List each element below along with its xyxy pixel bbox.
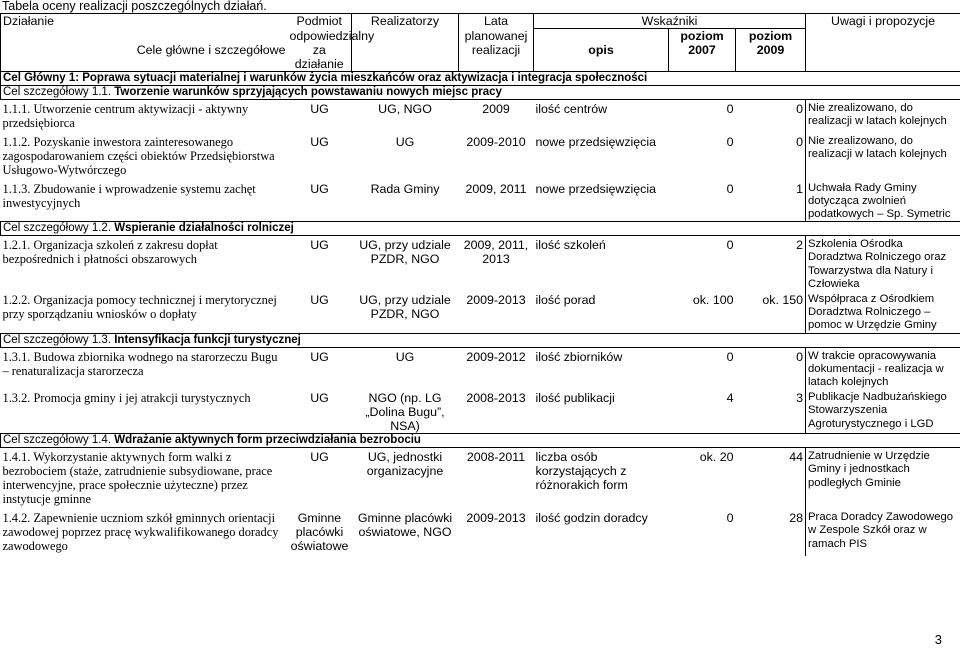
podmiot-cell: UG: [310, 238, 329, 253]
uwagi-cell: Publikacje Nadbużańskiego Stowarzyszenia Agroturystycznego i LGD: [808, 391, 947, 430]
realizatorzy-cell: Rada Gminy: [370, 181, 440, 196]
podmiot-cell: Gminne placówki oświatowe: [290, 511, 349, 554]
podmiot-cell: UG: [310, 450, 329, 465]
action-name: 1.1.1. Utworzenie centrum aktywizacji - aktywny przedsiębiorca: [2, 101, 249, 130]
action-name: 1.4.2. Zapewnienie uczniom szkół gminnych orientacji zawodowej poprzez pracę wykwalifikowanego doradcy zawodowego: [2, 511, 279, 554]
header-poziom-2007: poziom: [680, 29, 724, 43]
poziom-2007-cell: 0: [726, 349, 734, 364]
podmiot-cell: UG: [310, 349, 329, 364]
header-podmiot: Podmiot: [288, 14, 352, 29]
poziom-2007-cell: ok. 100: [692, 292, 734, 307]
header-poziom-2009: poziom: [748, 29, 793, 43]
opis-cell: ilość publikacji: [535, 391, 615, 406]
table-row: [1, 509, 960, 556]
section-header: [1, 85, 960, 99]
table-row: [1, 291, 960, 333]
table-row: [1, 389, 960, 434]
table-row: [1, 133, 960, 180]
table-caption: Tabela oceny realizacji poszczególnych działań.: [2, 0, 267, 13]
action-name: 1.4.1. Wykorzystanie aktywnych form walki z bezrobociem (staże, zatrudnienie subsydiowane, prace interwencyjne, prace społecznie użyteczne) przez instytucje gminne: [2, 450, 273, 507]
section-title: Wdrażanie aktywnych form przeciwdziałania bezrobociu: [114, 434, 421, 447]
lata-cell: 2009-2010: [466, 134, 526, 149]
table-header: [1, 14, 960, 72]
evaluation-table: [0, 13, 960, 556]
table-row: [1, 236, 960, 291]
poziom-2007-cell: 0: [726, 238, 734, 253]
realizatorzy-cell: UG: [395, 349, 415, 364]
action-name: 1.3.2. Promocja gminy i jej atrakcji turystycznych: [2, 391, 251, 406]
uwagi-cell: Praca Doradcy Zawodowego w Zespole Szkół oraz w ramach PIS: [808, 511, 954, 550]
uwagi-cell: Współpraca z Ośrodkiem Doradztwa Rolniczego – pomoc w Urzędzie Gminy: [808, 292, 937, 332]
uwagi-cell: Nie zrealizowano, do realizacji w latach kolejnych: [808, 101, 947, 127]
action-name: 1.2.1. Organizacja szkoleń z zakresu dopłat bezpośrednich i płatności obszarowych: [2, 238, 218, 267]
opis-cell: nowe przedsięwzięcia: [535, 134, 657, 149]
realizatorzy-cell: UG, przy udziale PZDR, NGO: [359, 292, 451, 321]
podmiot-cell: UG: [310, 134, 329, 149]
lata-cell: 2009-2013: [466, 511, 526, 526]
lata-cell: 2009: [482, 101, 510, 116]
opis-cell: liczba osób korzystających z różnorakich form: [535, 450, 628, 493]
uwagi-cell: Zatrudnienie w Urzędzie Gminy i jednostkach podległych Gminie: [808, 450, 930, 489]
section-prefix: Cel szczegółowy 1.1.: [3, 85, 115, 98]
section-title: Tworzenie warunków sprzyjających powstawaniu nowych miejsc pracy: [114, 85, 502, 98]
realizatorzy-cell: UG: [395, 134, 415, 149]
page-number: 3: [934, 632, 942, 647]
table-row: [1, 448, 960, 510]
poziom-2007-cell: 0: [726, 134, 734, 149]
poziom-2007-cell: 0: [726, 181, 734, 196]
poziom-2009-cell: 0: [736, 133, 806, 180]
table-body: [1, 71, 960, 556]
header-cele: Cele główne i szczegółowe: [1, 29, 288, 72]
poziom-2007-cell: 0: [726, 101, 734, 116]
uwagi-cell: Szkolenia Ośrodka Doradztwa Rolniczego oraz Towarzystwa dla Natury i Człowieka: [808, 238, 947, 290]
podmiot-cell: UG: [310, 391, 329, 406]
section-prefix: Cel szczegółowy 1.4.: [3, 434, 115, 447]
podmiot-cell: UG: [310, 181, 329, 196]
action-name: 1.2.2. Organizacja pomocy technicznej i merytorycznej przy sporządzaniu wniosków o dopłaty: [2, 292, 277, 321]
table-row: [1, 99, 960, 133]
section-prefix: Cel szczegółowy 1.2.: [3, 222, 115, 235]
poziom-2009-cell: 44: [736, 448, 806, 510]
header-opis: opis: [534, 29, 669, 72]
section-title: Intensyfikacja funkcji turystycznej: [114, 333, 301, 346]
header-lata: Lata: [459, 14, 534, 29]
header-uwagi: Uwagi i propozycje: [806, 14, 960, 29]
poziom-2007-cell: ok. 20: [699, 450, 734, 465]
podmiot-cell: UG: [310, 101, 329, 116]
table-row: [1, 347, 960, 389]
header-dzialanie: Działanie: [1, 14, 288, 29]
opis-cell: nowe przedsięwzięcia: [535, 181, 657, 196]
lata-cell: 2008-2011: [466, 450, 526, 465]
action-name: 1.3.1. Budowa zbiornika wodnego na starorzeczu Bugu – renaturalizacja starorzecza: [2, 349, 278, 378]
action-name: 1.1.2. Pozyskanie inwestora zainteresowanego zagospodarowaniem części obiektów Przedsiębiorstwa Usługowo-Wytwórczego: [2, 134, 275, 177]
header-year-2009: 2009: [756, 43, 785, 57]
header-lata-line3: realizacji: [471, 42, 521, 57]
lata-cell: 2009, 2011, 2013: [463, 238, 529, 267]
header-wskazniki: Wskaźniki: [534, 14, 806, 29]
opis-cell: ilość godzin doradcy: [535, 511, 648, 526]
section-title: Wspieranie działalności rolniczej: [114, 222, 294, 235]
uwagi-cell: Uchwała Rady Gminy dotycząca zwolnień podatkowych – Sp. Symetric: [808, 181, 951, 220]
uwagi-cell: Nie zrealizowano, do realizacji w latach kolejnych: [808, 134, 947, 160]
poziom-2009-cell: 1: [736, 180, 806, 222]
header-podmiot-line2: odpowiedzialny: [289, 28, 375, 43]
poziom-2009-cell: 0: [736, 99, 806, 133]
poziom-2009-cell: ok. 150: [736, 291, 806, 333]
section-header: [1, 333, 960, 347]
opis-cell: ilość zbiorników: [535, 349, 623, 364]
goal-main-1: Cel Główny 1: Poprawa sytuacji materialnej i warunków życia mieszkańców oraz aktywizacja i integracja społeczności: [1, 71, 960, 85]
opis-cell: ilość porad: [535, 292, 596, 307]
lata-cell: 2008-2013: [466, 391, 526, 406]
poziom-2007-cell: 0: [726, 511, 734, 526]
uwagi-cell: W trakcie opracowywania dokumentacji - realizacja w latach kolejnych: [808, 349, 944, 388]
section-header: [1, 434, 960, 448]
realizatorzy-cell: NGO (np. LG „Dolina Bugu”, NSA): [365, 391, 445, 434]
poziom-2009-cell: 28: [736, 509, 806, 556]
section-prefix: Cel szczegółowy 1.3.: [3, 333, 115, 346]
poziom-2007-cell: 4: [726, 391, 734, 406]
podmiot-cell: UG: [310, 292, 329, 307]
section-header: [1, 222, 960, 236]
lata-cell: 2009-2013: [466, 292, 526, 307]
header-lata-line2: planowanej: [464, 28, 528, 43]
opis-cell: ilość szkoleń: [535, 238, 606, 253]
poziom-2009-cell: 0: [736, 347, 806, 389]
realizatorzy-cell: UG, przy udziale PZDR, NGO: [359, 238, 451, 267]
action-name: 1.1.3. Zbudowanie i wprowadzenie systemu zachęt inwestycyjnych: [2, 181, 256, 210]
header-realizatorzy: Realizatorzy: [352, 14, 459, 29]
realizatorzy-cell: Gminne placówki oświatowe, NGO: [357, 511, 453, 540]
realizatorzy-cell: UG, jednostki organizacyjne: [366, 450, 444, 479]
lata-cell: 2009-2012: [466, 349, 526, 364]
lata-cell: 2009, 2011: [465, 181, 527, 196]
poziom-2009-cell: 2: [736, 236, 806, 291]
header-podmiot-line3: za działanie: [294, 42, 344, 71]
realizatorzy-cell: UG, NGO: [378, 101, 432, 116]
table-row: [1, 180, 960, 222]
header-year-2007: 2007: [688, 43, 716, 57]
poziom-2009-cell: 3: [736, 389, 806, 434]
opis-cell: ilość centrów: [535, 101, 608, 116]
